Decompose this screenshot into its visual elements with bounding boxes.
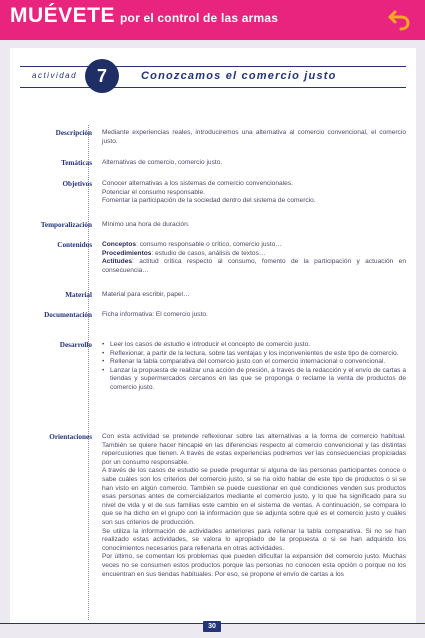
contenido-item bbox=[102, 241, 406, 250]
desarrollo-item: • Reflexionar, a partir de la lectura, sobre las ventajas y los inconvenientes de este tipo de comercio. bbox=[102, 350, 406, 359]
activity-number-badge: 7 bbox=[85, 59, 119, 93]
desarrollo-item: • Rellenar la tabla comparativa del comercio justo con el comercio internacional o convencional. bbox=[102, 358, 406, 367]
brand-name: MUÉVETE bbox=[10, 4, 116, 27]
contenido-term: Conceptos bbox=[102, 241, 137, 248]
page-number: 30 bbox=[203, 621, 221, 632]
orientaciones-paragraph: A través de los casos de estudio se puede preguntar si alguna de las personas participantes conoce o sabe cuáles son los criterios del comercio justo, si se ha oído hablar de este tipo de productos o si se han visto en algún comercio. También se puede cuestionar en qué condiciones venden sus productos esas personas antes de comercializarlos mediante el comercio justo, y lo que ha significado para su nivel de vida y el de sus familias este cambio en el sistema de ventas. A continuación, se compara lo que se ha dicho en el grupo con la información que se adjunta sobre qué es el comercio justo y cuáles son sus criterios de producción. bbox=[102, 467, 406, 526]
field-label: Objetivos bbox=[62, 180, 92, 188]
contenido-term: Procedimientos bbox=[102, 249, 152, 257]
desarrollo-item: • Leer los casos de estudio e introducir el concepto de comercio justo. bbox=[102, 341, 406, 350]
field-value: Material para escribir, papel… bbox=[102, 291, 190, 298]
field-label: Documentación bbox=[44, 311, 92, 319]
field-value bbox=[101, 341, 406, 393]
objetivo-line: Potenciar el consumo responsable. bbox=[102, 188, 205, 196]
field-value: Alternativas de comercio, comercio justo. bbox=[102, 159, 223, 166]
orientaciones-paragraph: Con esta actividad se pretende reflexionar sobre las alternativas a la forma de comercio habitual. También se quiere hacer hincapié en las diferencias respecto al comercio convencional y las distintas repercusiones que tienen. A través de estas experiencias podremos ver las consecuencias propiciadas por un consumo responsable. bbox=[102, 433, 406, 466]
contenido-text: : consumo responsable o crítico, comercio justo… bbox=[136, 241, 282, 248]
activity-label: actividad bbox=[32, 71, 78, 80]
field-value: Mínimo una hora de duración. bbox=[102, 221, 190, 228]
activity-header bbox=[20, 66, 406, 88]
brand-title bbox=[10, 4, 278, 28]
field-label: Material bbox=[65, 291, 92, 299]
curved-back-arrow-icon[interactable] bbox=[387, 6, 413, 32]
field-label: Temáticas bbox=[61, 159, 92, 167]
contenido-item bbox=[102, 258, 406, 275]
objetivo-line: Conocer alternativas a los sistemas de comercio convencionales. bbox=[102, 180, 293, 187]
column-divider bbox=[88, 125, 89, 620]
field-value: Ficha informativa: El comercio justo. bbox=[102, 311, 208, 318]
activity-title: Conozcamos el comercio justo bbox=[141, 70, 337, 82]
objetivo-line: Fomentar la participación de la sociedad dentro del sistema de comercio. bbox=[102, 197, 316, 205]
field-value bbox=[101, 180, 406, 206]
field-label: Descripción bbox=[55, 129, 92, 137]
contenido-text: : estudio de casos, análisis de textos… bbox=[151, 249, 266, 257]
contenido-item bbox=[102, 250, 406, 259]
desarrollo-list bbox=[102, 341, 406, 393]
field-label: Contenidos bbox=[57, 241, 92, 249]
field-value bbox=[101, 241, 406, 275]
contenido-text: : actitud crítica respecto al consumo, fomento de la participación y actuación en consecuencia… bbox=[102, 258, 406, 274]
top-banner bbox=[0, 0, 425, 40]
brand-subtitle: por el control de las armas bbox=[120, 11, 279, 25]
contenido-term: Actitudes bbox=[102, 258, 133, 266]
field-value bbox=[101, 433, 406, 579]
desarrollo-item: • Lanzar la propuesta de realizar una acción de presión, a través de la redacción y el envío de cartas a tiendas y supermercados cercanos en las que se proponga o reclame la venta de productos de comercio justo. bbox=[102, 367, 406, 393]
field-label: Desarrollo bbox=[59, 341, 92, 349]
orientaciones-paragraph: Por último, se comentan los problemas que pueden dificultar la expansión del comercio justo. Muchas veces no se consumen estos productos porque las personas no conocen esta opción o porque no los encuentran en sus tiendas habituales. Por eso, se propone el envío de cartas a los bbox=[102, 553, 406, 578]
orientaciones-paragraph: Se utiliza la información de actividades anteriores para rellenar la tabla comparativa. Si no se han realizado estas actividades, se valora lo apropiado de la propuesta o si se han adquirido los conocimientos necesarios para rellenarla en otras actividades. bbox=[102, 527, 406, 552]
field-value: Mediante experiencias reales, introduciremos una alternativa al comercio convencional, el comercio justo. bbox=[102, 129, 406, 145]
field-label: Orientaciones bbox=[49, 433, 92, 441]
field-label: Temporalización bbox=[40, 221, 92, 229]
